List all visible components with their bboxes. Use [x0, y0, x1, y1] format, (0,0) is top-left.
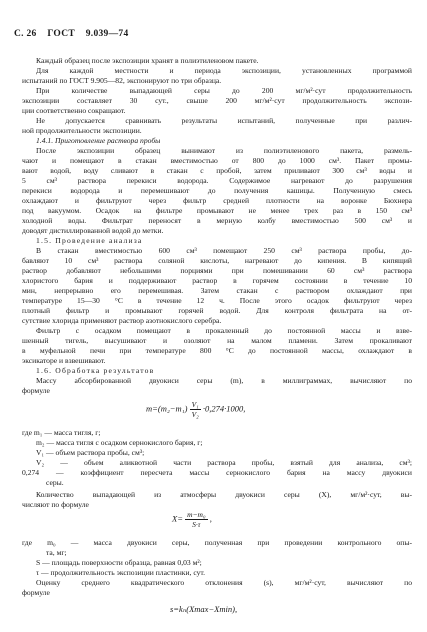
paragraph-line: экспозиции составляет 30 сут., свыше 200 мг/м²·сут продолжительность экспози-	[22, 96, 412, 105]
paragraph-line: испытаний по ГОСТ 9.905—82, экспонируют по три образца.	[22, 76, 222, 85]
definition-line: m₂ — масса тигля с осадком сернокислого бария, г;	[36, 438, 203, 447]
page-header	[14, 29, 137, 39]
paragraph-line: доводят дистиллированной водой до метки.	[22, 226, 164, 235]
paragraph-line: формуле	[22, 386, 50, 395]
paragraph-line: шенный тигель, высушивают и озоляют на малом пламени. Затем прокаливают	[22, 336, 412, 345]
formula-std-deviation: s=kₙ(Xmax−Xmin),	[170, 604, 238, 614]
paragraph-line: в муфельной печи при температуре 800 °С до постоянной массы, охлаждают в	[22, 346, 412, 355]
paragraph-line: Фильтр с осадком помещают в прокаленный до постоянной массы и взве-	[36, 326, 412, 335]
formula-fraction	[190, 400, 201, 419]
paragraph-line: под вакуумом. Осадок на фильтре промывают не менее трех раз в 150 см³	[22, 206, 412, 215]
fraction-numerator: V₁	[191, 400, 199, 409]
fraction-numerator: m−m₀	[187, 510, 206, 519]
paragraph-line: Количество выпадающей из атмосферы двуокиси серы (X), мг/м²·сут, вы-	[36, 490, 412, 499]
paragraph-line: раствор добавляют небольшими порциями при помешивании 60 см³ раствора	[22, 266, 412, 275]
paragraph-line: хлористого бария и поддерживают раствор в горячем состоянии в течение 10	[22, 276, 412, 285]
formula-rhs: ·0,274·1000,	[202, 403, 246, 414]
paragraph-line: плотный фильтр и промывают горячей водой. Для контроля фильтрата на от-	[22, 306, 412, 315]
paragraph-line: Не допускается сравнивать результаты испытаний, полученные при различ-	[36, 116, 412, 125]
definition-line: 0,274 — коэффициент пересчета массы сернокислого бария на массу двуокиси	[22, 468, 412, 477]
paragraph-line: температуре 15—30 °С в течение 12 ч. После этого осадок фильтруют через	[22, 296, 412, 305]
paragraph-line: числяют по формуле	[22, 500, 89, 509]
paragraph-line: бавляют 10 см³ раствора соляной кислоты, нагревают до кипения. В кипящий	[22, 256, 412, 265]
fraction-denominator: V₂	[191, 410, 199, 419]
formula-fraction	[185, 510, 208, 529]
definition-line: серы.	[46, 478, 64, 487]
paragraph-line: сутствие хлорида применяют раствор азотнокислого серебра.	[22, 316, 222, 325]
paragraph-line: Оценку среднего квадратического отклонения (s), мг/м²·сут, вычисляют по	[36, 578, 412, 587]
paragraph-line: мин, непрерывно его перемешивая. Затем стакан с раствором охлаждают при	[22, 286, 412, 295]
paragraph-line: эксикаторе и взвешивают.	[22, 356, 106, 365]
paragraph-line: охлаждают и фильтруют через фильтр средней плотности на воронке Бюхнера	[22, 196, 412, 205]
definition-line: V₁ — объем раствора пробы, см³;	[36, 448, 145, 457]
section-heading: 1.5. Проведение анализа	[36, 236, 143, 245]
paragraph-line: После экспозиции образец вынимают из полиэтиленового пакета, размель-	[36, 146, 412, 155]
definition-line: где m₀ — масса двуокиси серы, полученная при проведении контрольного опы-	[22, 538, 412, 547]
definition-line: где m₁ — масса тигля, г;	[22, 428, 101, 437]
standard-label: ГОСТ	[47, 29, 76, 39]
section-heading: 1.4.1. Приготовление раствора пробы	[36, 136, 161, 145]
paragraph-line: Каждый образец после экспозиции хранят в полиэтиленовом пакете.	[36, 56, 259, 65]
paragraph-line: 5 см³ раствора перекиси водорода. Содержимое нагревают до разрушения	[22, 176, 412, 185]
paragraph-line: вают водой, воду сливают в стакан с пробой, затем приливают 300 см³ воды и	[22, 166, 412, 175]
paragraph-line: При количестве выпадающей серы до 200 мг/м²·сут продолжительность	[36, 86, 412, 95]
paragraph-line: В стакан вместимостью 600 см³ помещают 250 см³ раствора пробы, до-	[36, 246, 412, 255]
standard-number: 9.039—74	[85, 29, 129, 39]
paragraph-line: холодной воды. Фильтрат переносят в мерную колбу вместимостью 500 см³ и	[22, 216, 412, 225]
section-heading: 1.6. Обработка результатов	[36, 366, 155, 375]
page-number: С. 26	[14, 29, 37, 39]
paragraph-line: чают и помещают в стакан вместимостью от 800 до 1000 см³. Пакет промы-	[22, 156, 412, 165]
formula-lhs: m=(m₂−m₁)	[146, 403, 188, 414]
paragraph-line: формуле	[22, 588, 50, 597]
paragraph-line: Для каждой местности и периода экспозиции, установленных программой	[36, 66, 412, 75]
definition-line: S — площадь поверхности образца, равная 0,03 м²;	[36, 558, 202, 567]
paragraph-line: перекиси водорода и перемешивают до получения кашицы. Полученную смесь	[22, 186, 412, 195]
formula-lhs: X=	[172, 513, 183, 524]
formula-mass	[146, 400, 245, 419]
definition-line: τ — продолжительность экспозиции пластинки, сут.	[36, 568, 206, 577]
definition-line: V₂ — объем аликвотной части раствора пробы, взятый для анализа, см³;	[36, 458, 412, 467]
fraction-denominator: S·τ	[192, 520, 201, 529]
paragraph-line: ции соответственно сокращают.	[22, 106, 126, 115]
formula-rhs: ,	[209, 513, 212, 524]
formula-sulfur-amount	[172, 510, 212, 529]
definition-line: та, мг;	[46, 548, 67, 557]
paragraph-line: ной продолжительности экспозиции.	[22, 126, 142, 135]
paragraph-line: Массу абсорбированной двуокиси серы (m), в миллиграммах, вычисляют по	[36, 376, 412, 385]
